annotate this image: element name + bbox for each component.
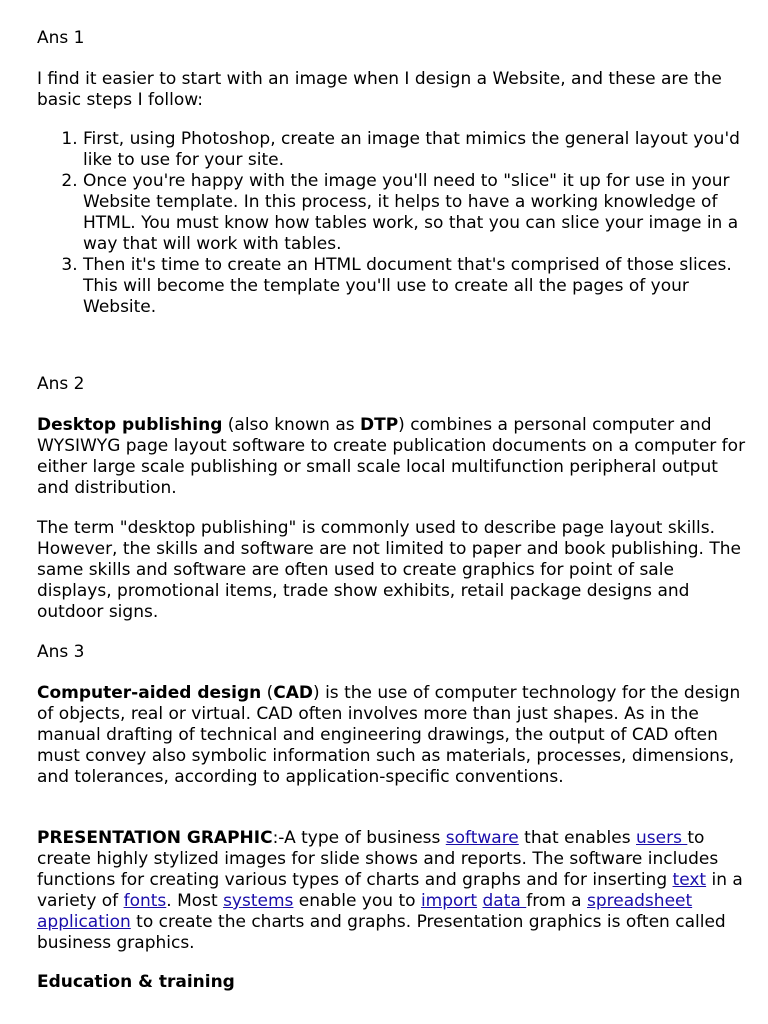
ans2-paragraph-2: The term "desktop publishing" is commonly used to describe page layout skills. However, the skills and software are not limited to paper and book publishing. The same skills and software are often used to create graphics for point of sale displays, promotional items, trade show exhibits, retail package designs and outdoor signs. xyxy=(37,518,741,622)
text-run: ( xyxy=(261,683,274,703)
abbr-dtp: DTP xyxy=(360,415,399,435)
ans1-step: 1. First, using Photoshop, create an image that mimics the general layout you'd like to use for your site. xyxy=(83,129,748,171)
ans1-intro: I find it easier to start with an image when I design a Website, and these are the basic steps I follow: xyxy=(37,69,722,110)
ans1-step: 2. Once you're happy with the image you'll need to "slice" it up for use in your Website template. In this process, it helps to have a working knowledge of HTML. You must know how tables work, so that you can slice your image in a way that will work with tables. xyxy=(83,171,748,255)
text-run: from a xyxy=(526,891,587,911)
link-users[interactable]: users xyxy=(636,828,688,848)
text-run: that enables xyxy=(518,828,636,848)
link-software[interactable]: software xyxy=(445,828,519,848)
text-run: ) is the use of computer technology for the design of objects, real or virtual. CAD often involves more than just shapes. As in the manual drafting of technical and engineering drawings, the output of CAD often must convey also symbolic information such as materials, processes, dimensions, and tolerances, according to application-specific conventions. xyxy=(37,683,741,787)
link-systems[interactable]: systems xyxy=(223,891,294,911)
text-run: . Most xyxy=(166,891,224,911)
text-run: ) combines a personal computer and WYSIWYG page layout software to create publication documents on a computer for either large scale publishing or small scale local multifunction peripheral output and distribution. xyxy=(37,415,746,498)
term-presentation-graphic: PRESENTATION GRAPHIC xyxy=(37,828,273,848)
ans1-steps-list xyxy=(37,129,748,318)
ans3-paragraph-presentation xyxy=(37,828,748,954)
link-spreadsheet-application[interactable]: spreadsheet application xyxy=(37,891,693,932)
text-run: enable you to xyxy=(293,891,421,911)
term-desktop-publishing: Desktop publishing xyxy=(37,415,223,435)
link-fonts[interactable]: fonts xyxy=(123,891,167,911)
ans1-heading: Ans 1 xyxy=(37,28,85,48)
link-text[interactable]: text xyxy=(672,870,707,890)
ans1-step: 3. Then it's time to create an HTML document that's comprised of those slices. This will become the template you'll use to create all the pages of your Website. xyxy=(83,255,748,318)
ans3-heading: Ans 3 xyxy=(37,642,85,662)
ans2-heading: Ans 2 xyxy=(37,374,85,394)
text-run: :-A type of business xyxy=(272,828,446,848)
education-training-heading xyxy=(37,972,748,993)
link-import[interactable]: import xyxy=(420,891,478,911)
text-run: to create highly stylized images for slide shows and reports. The software includes functions for creating various types of charts and graphs and for inserting xyxy=(37,828,719,890)
text-run: (also known as xyxy=(222,415,360,435)
term-cad: Computer-aided design xyxy=(37,683,262,703)
text-run: to create the charts and graphs. Presentation graphics is often called business graphics. xyxy=(37,912,726,953)
ans2-paragraph-1 xyxy=(37,415,748,499)
ans3-paragraph-cad xyxy=(37,683,748,788)
abbr-cad: CAD xyxy=(273,683,314,703)
education-training-label: Education & training xyxy=(37,972,235,992)
link-data[interactable]: data xyxy=(482,891,527,911)
text-run: in a variety of xyxy=(37,870,743,911)
